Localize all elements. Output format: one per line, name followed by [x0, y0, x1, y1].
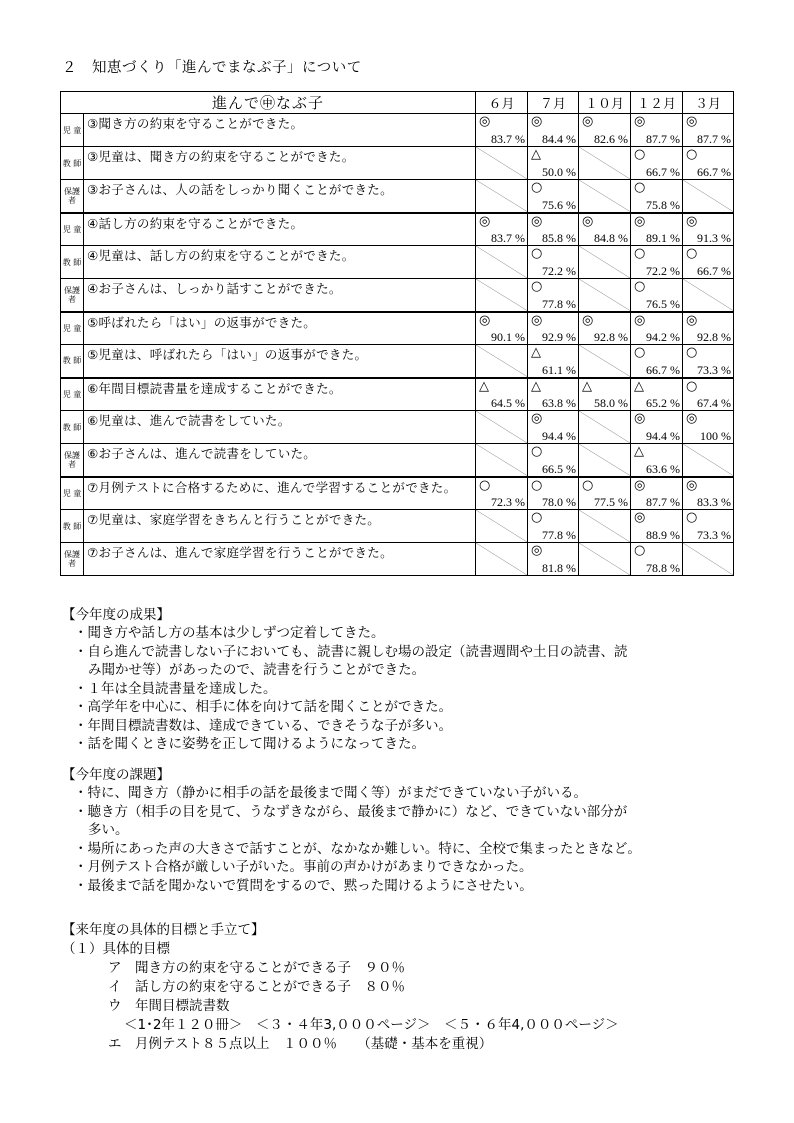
bullet-item [74, 840, 641, 859]
diagonal-slash [476, 279, 527, 311]
rating-symbol: △ [582, 378, 593, 394]
rating-cell [683, 213, 734, 246]
month-header: １０月 [579, 92, 631, 114]
month-header: ７月 [528, 92, 579, 114]
table-row [61, 411, 734, 444]
rating-percent: 78.0 % [542, 495, 577, 509]
empty-cell [476, 345, 528, 378]
rating-cell [579, 477, 631, 510]
rating-percent: 89.1 % [646, 231, 681, 245]
rating-percent: 87.7 % [697, 132, 732, 146]
rating-cell [528, 114, 579, 147]
rating-percent: 77.5 % [594, 495, 629, 509]
rating-percent: 77.8 % [542, 296, 577, 311]
respondent-cell: 教 師 [61, 510, 84, 543]
item-cell: ④お子さんは、しっかり話すことができた。 [84, 279, 476, 312]
rating-percent: 66.7 % [646, 362, 681, 377]
table-row [61, 180, 734, 213]
rating-percent: 72.2 % [542, 264, 577, 278]
results-section [62, 606, 628, 754]
empty-cell [579, 246, 631, 279]
bullet-line: ・自ら進んで読書しない子においても、読書に親しむ場の設定（読書週間や土日の読書、読 [74, 643, 628, 660]
bullet-item [74, 698, 628, 717]
diagonal-slash [579, 180, 630, 212]
rating-symbol: ◎ [634, 213, 646, 229]
goal-a: ア 聞き方の約束を守ることができる子 ９０％ [108, 960, 405, 976]
rating-cell [476, 312, 528, 345]
diagonal-slash [579, 510, 630, 542]
rating-symbol: ○ [686, 510, 698, 525]
goal-e: エ 月例テスト８５点以上 １００％ （基礎・基本を重視） [108, 1036, 493, 1052]
rating-percent: 83.3 % [697, 495, 732, 509]
rating-symbol: ○ [634, 246, 646, 261]
rating-percent: 94.4 % [646, 429, 681, 443]
rating-cell [683, 312, 734, 345]
rating-symbol: ◎ [686, 312, 698, 328]
results-list [62, 624, 628, 754]
rating-symbol: ○ [531, 444, 543, 459]
item-cell: ⑤呼ばれたら「はい」の返事ができた。 [84, 312, 476, 345]
respondent-cell: 児 童 [61, 378, 84, 411]
item-cell: ⑥児童は、進んで読書をしていた。 [84, 411, 476, 444]
table-row [61, 444, 734, 477]
rating-symbol: ○ [686, 345, 698, 360]
rating-symbol: ◎ [582, 114, 594, 129]
item-cell: ⑦月例テストに合格するために、進んで学習することができた。 [84, 477, 476, 510]
bullet-item [74, 680, 628, 699]
item-cell: ⑦児童は、家庭学習をきちんと行うことができた。 [84, 510, 476, 543]
bullet-item [74, 643, 628, 680]
rating-symbol: ◎ [479, 114, 491, 129]
rating-cell [683, 510, 734, 543]
diagonal-slash [476, 543, 527, 575]
rating-percent: 92.8 % [697, 330, 732, 344]
bullet-line: ・月例テスト合格が厳しい子がいた。事前の声かけがあまりできなかった。 [74, 859, 533, 875]
rating-cell [476, 477, 528, 510]
diagonal-slash [476, 444, 527, 476]
diagonal-slash [476, 510, 527, 542]
rating-cell [476, 378, 528, 411]
rating-cell [683, 147, 734, 180]
empty-cell [476, 279, 528, 312]
rating-percent: 94.4 % [542, 429, 577, 443]
rating-cell [631, 345, 683, 378]
rating-symbol: ○ [582, 477, 594, 493]
rating-symbol: ◎ [531, 312, 543, 328]
rating-cell [683, 246, 734, 279]
rating-symbol: △ [531, 378, 542, 394]
bullet-item [74, 784, 641, 803]
item-cell: ③児童は、聞き方の約束を守ることができた。 [84, 147, 476, 180]
rating-cell [631, 543, 683, 576]
rating-symbol: ◎ [634, 510, 646, 525]
month-header: ３月 [683, 92, 734, 114]
rating-percent: 78.8 % [646, 561, 681, 575]
rating-percent: 91.3 % [697, 231, 732, 245]
plan-section [62, 921, 619, 1054]
empty-cell [683, 180, 734, 213]
table-row [61, 543, 734, 576]
rating-cell [528, 411, 579, 444]
rating-symbol: △ [531, 345, 542, 360]
table-row [61, 345, 734, 378]
rating-percent: 87.7 % [646, 132, 681, 146]
bullet-line: ・最後まで話を聞かないで質問をするので、黙った聞けるようにさせたい。 [74, 877, 533, 894]
rating-percent: 73.3 % [697, 528, 732, 542]
results-title: 【今年度の成果】 [62, 607, 170, 623]
bullet-line: ・聞き方や話し方の基本は少しずつ定着してきた。 [74, 625, 385, 641]
bullet-item [74, 717, 628, 736]
rating-cell [631, 279, 683, 312]
rating-symbol: ○ [634, 147, 646, 162]
rating-percent: 76.5 % [646, 296, 681, 311]
rating-percent: 66.5 % [542, 461, 577, 476]
rating-symbol: ◎ [531, 543, 543, 558]
rating-percent: 84.4 % [542, 132, 577, 146]
diagonal-slash [579, 444, 630, 476]
rating-symbol: ○ [686, 147, 698, 162]
respondent-cell: 教 師 [61, 345, 84, 378]
rating-cell [528, 180, 579, 213]
diagonal-slash [579, 411, 630, 443]
rating-symbol: ◎ [531, 411, 543, 426]
rating-percent: 67.4 % [697, 396, 732, 410]
bullet-item [74, 877, 641, 896]
empty-cell [683, 444, 734, 477]
rating-symbol: ◎ [634, 114, 646, 129]
rating-symbol: ○ [686, 246, 698, 261]
goal-u-detail: ＜1･2年１２０冊＞ ＜３・４年3,０００ページ＞ ＜５・６年4,０００ページ＞ [124, 1017, 619, 1033]
rating-percent: 50.0 % [542, 165, 577, 179]
empty-cell [579, 411, 631, 444]
table-row [61, 114, 734, 147]
rating-symbol: ◎ [479, 312, 491, 328]
rating-cell [528, 444, 579, 477]
respondent-cell: 教 師 [61, 147, 84, 180]
rating-cell [528, 279, 579, 312]
empty-cell [579, 543, 631, 576]
bullet-line: ・特に、聞き方（静かに相手の話を最後まで聞く等）がまだできていない子がいる。 [74, 785, 587, 801]
diagonal-slash [476, 246, 527, 278]
empty-cell [579, 180, 631, 213]
bullet-item [74, 858, 641, 877]
rating-cell [528, 510, 579, 543]
rating-symbol: ○ [479, 477, 491, 493]
bullet-line: ・聴き方（相手の目を見て、うなずきながら、最後まで静かに）など、できていない部分が [74, 803, 628, 820]
month-header: ６月 [476, 92, 528, 114]
respondent-cell: 児 童 [61, 114, 84, 147]
rating-cell [476, 213, 528, 246]
rating-percent: 92.9 % [542, 330, 577, 344]
rating-cell [683, 378, 734, 411]
rating-cell [528, 543, 579, 576]
rating-cell [528, 378, 579, 411]
rating-symbol: ○ [531, 510, 543, 525]
rating-percent: 64.5 % [491, 396, 526, 410]
empty-cell [476, 180, 528, 213]
rating-cell [631, 246, 683, 279]
rating-percent: 85.8 % [542, 231, 577, 245]
table-row [61, 312, 734, 345]
rating-symbol: ○ [531, 477, 543, 493]
section-heading: ２ 知恵づくり「進んでまなぶ子」について [62, 60, 362, 76]
table-row [61, 477, 734, 510]
rating-symbol: ○ [634, 180, 646, 195]
bullet-line: ・話を聞くときに姿勢を正して聞けるようになってきた。 [74, 736, 425, 752]
empty-cell [476, 246, 528, 279]
rating-symbol: △ [634, 444, 645, 459]
rating-symbol: ◎ [686, 411, 698, 426]
rating-cell [528, 477, 579, 510]
respondent-cell: 保護者 [61, 279, 84, 312]
rating-symbol: △ [531, 147, 542, 162]
rating-symbol: ◎ [479, 213, 491, 229]
diagonal-slash [683, 279, 733, 311]
rating-cell [528, 213, 579, 246]
rating-cell [631, 444, 683, 477]
bullet-item [74, 735, 628, 754]
empty-cell [683, 279, 734, 312]
evaluation-table [60, 91, 734, 576]
diagonal-slash [579, 246, 630, 278]
rating-symbol: ○ [531, 279, 543, 294]
respondent-cell: 児 童 [61, 213, 84, 246]
goal-u: ウ 年間目標読書数 [108, 998, 230, 1014]
rating-percent: 83.7 % [491, 132, 526, 146]
rating-percent: 75.6 % [542, 197, 577, 212]
diagonal-slash [579, 345, 630, 377]
empty-cell [579, 279, 631, 312]
rating-symbol: ○ [531, 246, 543, 261]
bullet-line: 多い。 [88, 822, 129, 838]
respondent-cell: 保護者 [61, 543, 84, 576]
issues-title: 【今年度の課題】 [62, 767, 170, 783]
diagonal-slash [683, 444, 733, 476]
diagonal-slash [476, 180, 527, 212]
bullet-item [74, 803, 641, 840]
rating-percent: 87.7 % [646, 495, 681, 509]
bullet-line: ・年間目標読書数は、達成できている、できそうな子が多い。 [74, 717, 452, 734]
rating-cell [683, 114, 734, 147]
item-cell: ④児童は、話し方の約束を守ることができた。 [84, 246, 476, 279]
rating-symbol: ◎ [531, 114, 543, 129]
rating-symbol: ◎ [686, 114, 698, 129]
rating-symbol: ○ [634, 543, 646, 558]
item-cell: ⑥お子さんは、進んで読書をしていた。 [84, 444, 476, 477]
rating-percent: 72.2 % [646, 264, 681, 278]
goal-i: イ 話し方の約束を守ることができる子 ８０％ [108, 979, 405, 995]
table-row [61, 213, 734, 246]
rating-symbol: ◎ [582, 213, 594, 229]
rating-cell [631, 411, 683, 444]
bullet-item [74, 624, 628, 643]
table-row [61, 510, 734, 543]
rating-percent: 65.2 % [646, 396, 681, 410]
rating-percent: 82.6 % [594, 132, 629, 146]
rating-cell [579, 114, 631, 147]
issues-section [62, 766, 641, 895]
empty-cell [579, 345, 631, 378]
rating-percent: 81.8 % [542, 561, 577, 575]
rating-percent: 63.6 % [646, 461, 681, 476]
rating-percent: 84.8 % [594, 231, 629, 245]
rating-symbol: ○ [634, 279, 646, 294]
empty-cell [579, 510, 631, 543]
rating-cell [579, 213, 631, 246]
issues-list [62, 784, 641, 895]
rating-symbol: ◎ [686, 213, 698, 229]
rating-cell [631, 213, 683, 246]
bullet-line: ・場所にあった声の大きさで話すことが、なかなか難しい。特に、全校で集まったときなど。 [74, 840, 641, 857]
diagonal-slash [476, 147, 527, 179]
empty-cell [683, 543, 734, 576]
item-cell: ③お子さんは、人の話をしっかり聞くことができた。 [84, 180, 476, 213]
empty-cell [476, 444, 528, 477]
rating-cell [683, 411, 734, 444]
item-cell: ④話し方の約束を守ることができた。 [84, 213, 476, 246]
rating-percent: 61.1 % [542, 362, 577, 377]
rating-percent: 72.3 % [491, 495, 526, 509]
table-title: 進んで㊥なぶ子 [61, 92, 476, 114]
rating-percent: 100 % [700, 429, 732, 443]
rating-percent: 94.2 % [646, 330, 681, 344]
rating-cell [528, 345, 579, 378]
rating-cell [631, 147, 683, 180]
empty-cell [476, 510, 528, 543]
rating-cell [631, 378, 683, 411]
rating-cell [631, 477, 683, 510]
item-cell: ⑥年間目標読書量を達成することができた。 [84, 378, 476, 411]
diagonal-slash [683, 543, 733, 575]
rating-cell [579, 378, 631, 411]
rating-cell [631, 114, 683, 147]
empty-cell [476, 411, 528, 444]
rating-cell [683, 345, 734, 378]
rating-cell [631, 312, 683, 345]
table-header-row [61, 92, 734, 114]
table-row [61, 246, 734, 279]
bullet-line: み聞かせ等）があったので、読書を行うことができた。 [88, 662, 426, 678]
respondent-cell: 保護者 [61, 444, 84, 477]
diagonal-slash [683, 180, 733, 212]
rating-symbol: ◎ [582, 312, 594, 328]
rating-symbol: ◎ [531, 213, 543, 229]
respondent-cell: 児 童 [61, 312, 84, 345]
bullet-line: ・１年は全員読書量を達成した。 [74, 680, 277, 697]
rating-symbol: ○ [686, 378, 698, 394]
empty-cell [476, 543, 528, 576]
rating-percent: 66.7 % [697, 264, 732, 278]
rating-percent: 92.8 % [594, 330, 629, 344]
diagonal-slash [579, 147, 630, 179]
table-row [61, 147, 734, 180]
item-cell: ⑤児童は、呼ばれたら「はい」の返事ができた。 [84, 345, 476, 378]
table-row [61, 279, 734, 312]
empty-cell [476, 147, 528, 180]
rating-percent: 63.8 % [542, 396, 577, 410]
diagonal-slash [476, 345, 527, 377]
month-header: １２月 [631, 92, 683, 114]
rating-percent: 58.0 % [594, 396, 629, 410]
table-row [61, 378, 734, 411]
rating-symbol: △ [479, 378, 490, 394]
rating-percent: 77.8 % [542, 528, 577, 542]
diagonal-slash [476, 411, 527, 443]
plan-title: 【来年度の具体的目標と手立て】 [62, 922, 265, 938]
rating-percent: 90.1 % [491, 330, 526, 344]
rating-symbol: ◎ [634, 312, 646, 328]
rating-symbol: ○ [531, 180, 543, 195]
rating-cell [683, 477, 734, 510]
plan-subtitle: （１）具体的目標 [62, 941, 170, 957]
empty-cell [579, 147, 631, 180]
rating-symbol: ◎ [634, 411, 646, 426]
rating-percent: 75.8 % [646, 197, 681, 212]
rating-percent: 66.7 % [646, 165, 681, 179]
table-body [61, 114, 734, 576]
rating-cell [528, 312, 579, 345]
item-cell: ③聞き方の約束を守ることができた。 [84, 114, 476, 147]
respondent-cell: 教 師 [61, 246, 84, 279]
respondent-cell: 児 童 [61, 477, 84, 510]
rating-cell [528, 246, 579, 279]
empty-cell [579, 444, 631, 477]
respondent-cell: 教 師 [61, 411, 84, 444]
rating-cell [631, 510, 683, 543]
rating-cell [476, 114, 528, 147]
rating-percent: 83.7 % [491, 231, 526, 245]
rating-percent: 88.9 % [646, 528, 681, 542]
rating-percent: 73.3 % [697, 362, 732, 377]
diagonal-slash [579, 279, 630, 311]
rating-cell [528, 147, 579, 180]
rating-cell [579, 312, 631, 345]
item-cell: ⑦お子さんは、進んで家庭学習を行うことができた。 [84, 543, 476, 576]
bullet-line: ・高学年を中心に、相手に体を向けて話を聞くことができた。 [74, 699, 452, 715]
rating-symbol: ◎ [634, 477, 646, 493]
rating-percent: 66.7 % [697, 165, 732, 179]
rating-symbol: △ [634, 378, 645, 394]
diagonal-slash [579, 543, 630, 575]
rating-cell [631, 180, 683, 213]
rating-symbol: ○ [634, 345, 646, 360]
rating-symbol: ◎ [686, 477, 698, 493]
respondent-cell: 保護者 [61, 180, 84, 213]
